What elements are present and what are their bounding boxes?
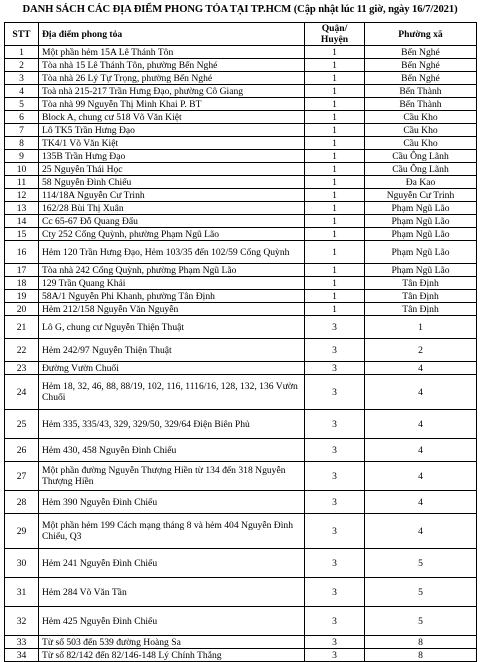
- row-location: TK4/1 Võ Văn Kiệt: [39, 137, 305, 150]
- row-location: Hẻm 242/97 Nguyễn Thiện Thuật: [39, 339, 305, 362]
- table-row: [5, 316, 477, 339]
- row-stt: 5: [5, 98, 39, 111]
- table-row: [5, 189, 477, 202]
- row-location: Từ số 503 đến 539 đường Hoàng Sa: [39, 636, 305, 649]
- row-district: 1: [305, 46, 365, 59]
- row-district: 1: [305, 189, 365, 202]
- row-stt: 30: [5, 549, 39, 578]
- row-ward: Phạm Ngũ Lão: [365, 241, 477, 264]
- table-row: [5, 215, 477, 228]
- table-row: [5, 549, 477, 578]
- row-stt: 18: [5, 277, 39, 290]
- row-location: Toà nhà 215-217 Trần Hưng Đạo, phường Cô Giang: [39, 85, 305, 98]
- row-ward: Tân Định: [365, 277, 477, 290]
- row-stt: 6: [5, 111, 39, 124]
- row-ward: Phạm Ngũ Lão: [365, 228, 477, 241]
- header-district: Quận/ Huyện: [305, 23, 365, 46]
- row-district: 3: [305, 514, 365, 549]
- header-row: [5, 23, 477, 46]
- row-ward: Cầu Ông Lãnh: [365, 150, 477, 163]
- row-location: Một phần đường Nguyễn Thượng Hiền từ 134 đến 318 Nguyễn Thượng Hiền: [39, 462, 305, 491]
- row-district: 1: [305, 72, 365, 85]
- row-ward: Cầu Kho: [365, 137, 477, 150]
- row-district: 1: [305, 290, 365, 303]
- row-ward: 5: [365, 549, 477, 578]
- row-district: 1: [305, 137, 365, 150]
- row-district: 3: [305, 410, 365, 439]
- table-row: [5, 111, 477, 124]
- row-district: 3: [305, 578, 365, 607]
- row-ward: Bến Nghé: [365, 72, 477, 85]
- table-row: [5, 462, 477, 491]
- row-stt: 3: [5, 72, 39, 85]
- lockdown-table: [4, 22, 477, 662]
- table-row: [5, 72, 477, 85]
- row-ward: Bến Nghé: [365, 59, 477, 72]
- row-stt: 28: [5, 491, 39, 514]
- row-district: 1: [305, 215, 365, 228]
- row-location: Cty 252 Cống Quỳnh, phường Phạm Ngũ Lão: [39, 228, 305, 241]
- row-district: 3: [305, 636, 365, 649]
- row-district: 3: [305, 462, 365, 491]
- row-location: 58 Nguyễn Đình Chiểu: [39, 176, 305, 189]
- table-row: [5, 514, 477, 549]
- row-ward: 4: [365, 491, 477, 514]
- row-ward: 4: [365, 375, 477, 410]
- row-location: Hẻm 120 Trần Hưng Đạo, Hẻm 103/35 đến 102/59 Cống Quỳnh: [39, 241, 305, 264]
- table-row: [5, 264, 477, 277]
- row-ward: Phạm Ngũ Lão: [365, 264, 477, 277]
- row-stt: 7: [5, 124, 39, 137]
- row-district: 1: [305, 111, 365, 124]
- row-district: 3: [305, 316, 365, 339]
- row-location: Hẻm 18, 32, 46, 88, 88/19, 102, 116, 1116/16, 128, 132, 136 Vườn Chuối: [39, 375, 305, 410]
- table-row: [5, 439, 477, 462]
- row-ward: Cầu Ông Lãnh: [365, 163, 477, 176]
- table-row: [5, 124, 477, 137]
- table-row: [5, 375, 477, 410]
- row-location: Tòa nhà 99 Nguyễn Thị Minh Khai P. BT: [39, 98, 305, 111]
- table-row: [5, 607, 477, 636]
- header-stt: STT: [5, 23, 39, 46]
- row-location: 135B Trần Hưng Đạo: [39, 150, 305, 163]
- row-ward: Cầu Kho: [365, 111, 477, 124]
- row-location: Tòa nhà 26 Lý Tự Trọng, phường Bến Nghé: [39, 72, 305, 85]
- row-district: 1: [305, 303, 365, 316]
- row-district: 1: [305, 176, 365, 189]
- row-ward: Nguyễn Cư Trinh: [365, 189, 477, 202]
- table-row: [5, 339, 477, 362]
- row-ward: Phạm Ngũ Lão: [365, 202, 477, 215]
- row-location: Cc 65-67 Đỗ Quang Đẩu: [39, 215, 305, 228]
- row-district: 1: [305, 59, 365, 72]
- row-ward: Cầu Kho: [365, 124, 477, 137]
- row-ward: Bến Thành: [365, 98, 477, 111]
- row-stt: 32: [5, 607, 39, 636]
- row-ward: Đa Kao: [365, 176, 477, 189]
- table-row: [5, 578, 477, 607]
- row-location: Tòa nhà 242 Cống Quỳnh, phường Phạm Ngũ Lão: [39, 264, 305, 277]
- table-row: [5, 59, 477, 72]
- row-stt: 16: [5, 241, 39, 264]
- row-stt: 19: [5, 290, 39, 303]
- row-location: Một phần hẻm 199 Cách mạng tháng 8 và hẻm 404 Nguyễn Đình Chiểu, Q3: [39, 514, 305, 549]
- row-district: 3: [305, 491, 365, 514]
- row-location: 114/18A Nguyễn Cư Trinh: [39, 189, 305, 202]
- row-ward: 1: [365, 316, 477, 339]
- table-row: [5, 277, 477, 290]
- row-location: 25 Nguyễn Thái Học: [39, 163, 305, 176]
- table-row: [5, 303, 477, 316]
- row-district: 1: [305, 264, 365, 277]
- row-location: 129 Trần Quang Khải: [39, 277, 305, 290]
- row-district: 1: [305, 98, 365, 111]
- row-location: Lô G, chung cư Nguyễn Thiện Thuật: [39, 316, 305, 339]
- row-stt: 26: [5, 439, 39, 462]
- row-stt: 11: [5, 176, 39, 189]
- row-district: 1: [305, 163, 365, 176]
- row-ward: 2: [365, 339, 477, 362]
- table-row: [5, 290, 477, 303]
- row-stt: 22: [5, 339, 39, 362]
- row-ward: Tân Định: [365, 290, 477, 303]
- row-location: Hẻm 430, 458 Nguyễn Đình Chiểu: [39, 439, 305, 462]
- row-stt: 12: [5, 189, 39, 202]
- row-stt: 10: [5, 163, 39, 176]
- row-location: Một phần hẻm 15A Lê Thánh Tôn: [39, 46, 305, 59]
- row-stt: 4: [5, 85, 39, 98]
- row-district: 1: [305, 277, 365, 290]
- row-ward: 4: [365, 362, 477, 375]
- table-row: [5, 228, 477, 241]
- row-stt: 8: [5, 137, 39, 150]
- table-row: [5, 176, 477, 189]
- row-district: 3: [305, 339, 365, 362]
- row-stt: 29: [5, 514, 39, 549]
- table-row: [5, 362, 477, 375]
- row-ward: Tân Định: [365, 303, 477, 316]
- table-row: [5, 241, 477, 264]
- row-ward: 4: [365, 514, 477, 549]
- row-location: 58A/1 Nguyễn Phi Khanh, phường Tân Định: [39, 290, 305, 303]
- row-ward: 4: [365, 439, 477, 462]
- row-stt: 21: [5, 316, 39, 339]
- row-stt: 17: [5, 264, 39, 277]
- row-location: Đường Vườn Chuối: [39, 362, 305, 375]
- row-location: Hẻm 241 Nguyễn Đình Chiểu: [39, 549, 305, 578]
- table-row: [5, 491, 477, 514]
- table-row: [5, 98, 477, 111]
- table-row: [5, 636, 477, 649]
- row-district: 3: [305, 549, 365, 578]
- row-location: Hẻm 335, 335/43, 329, 329/50, 329/64 Điện Biên Phủ: [39, 410, 305, 439]
- row-ward: 4: [365, 410, 477, 439]
- table-row: [5, 410, 477, 439]
- row-ward: Bến Thành: [365, 85, 477, 98]
- row-stt: 14: [5, 215, 39, 228]
- row-district: 3: [305, 607, 365, 636]
- table-row: [5, 649, 477, 662]
- row-stt: 13: [5, 202, 39, 215]
- header-location: Địa điểm phong tỏa: [39, 23, 305, 46]
- row-district: 1: [305, 241, 365, 264]
- row-stt: 20: [5, 303, 39, 316]
- table-row: [5, 85, 477, 98]
- row-location: Block A, chung cư 518 Võ Văn Kiệt: [39, 111, 305, 124]
- table-row: [5, 46, 477, 59]
- row-district: 1: [305, 150, 365, 163]
- row-stt: 23: [5, 362, 39, 375]
- row-location: Hẻm 284 Võ Văn Tần: [39, 578, 305, 607]
- row-ward: 8: [365, 649, 477, 662]
- row-district: 1: [305, 228, 365, 241]
- table-row: [5, 137, 477, 150]
- row-stt: 33: [5, 636, 39, 649]
- table-row: [5, 202, 477, 215]
- row-stt: 2: [5, 59, 39, 72]
- row-location: Hẻm 212/158 Nguyễn Văn Nguyễn: [39, 303, 305, 316]
- row-location: Tòa nhà 15 Lê Thánh Tôn, phường Bến Nghé: [39, 59, 305, 72]
- row-district: 1: [305, 124, 365, 137]
- row-ward: 5: [365, 578, 477, 607]
- row-stt: 15: [5, 228, 39, 241]
- row-stt: 31: [5, 578, 39, 607]
- row-district: 3: [305, 649, 365, 662]
- row-stt: 9: [5, 150, 39, 163]
- row-ward: 4: [365, 462, 477, 491]
- row-district: 3: [305, 439, 365, 462]
- table-row: [5, 150, 477, 163]
- row-stt: 24: [5, 375, 39, 410]
- row-district: 1: [305, 85, 365, 98]
- row-district: 3: [305, 362, 365, 375]
- row-ward: Bến Nghé: [365, 46, 477, 59]
- row-stt: 1: [5, 46, 39, 59]
- row-ward: 5: [365, 607, 477, 636]
- row-stt: 25: [5, 410, 39, 439]
- row-ward: 8: [365, 636, 477, 649]
- row-location: 162/28 Bùi Thị Xuân: [39, 202, 305, 215]
- row-district: 3: [305, 375, 365, 410]
- page-title: DANH SÁCH CÁC ĐỊA ĐIỂM PHONG TỎA TẠI TP.HCM (Cập nhật lúc 11 giờ, ngày 16/7/2021): [22, 4, 458, 15]
- row-district: 1: [305, 202, 365, 215]
- row-stt: 34: [5, 649, 39, 662]
- row-stt: 27: [5, 462, 39, 491]
- row-location: Hẻm 425 Nguyễn Đình Chiểu: [39, 607, 305, 636]
- row-ward: Phạm Ngũ Lão: [365, 215, 477, 228]
- table-body: [5, 46, 477, 662]
- row-location: Từ số 82/142 đến 82/146-148 Lý Chính Thắng: [39, 649, 305, 662]
- row-location: Lô TK5 Trần Hưng Đạo: [39, 124, 305, 137]
- row-location: Hẻm 390 Nguyễn Đình Chiểu: [39, 491, 305, 514]
- header-ward: Phường xã: [365, 23, 477, 46]
- table-row: [5, 163, 477, 176]
